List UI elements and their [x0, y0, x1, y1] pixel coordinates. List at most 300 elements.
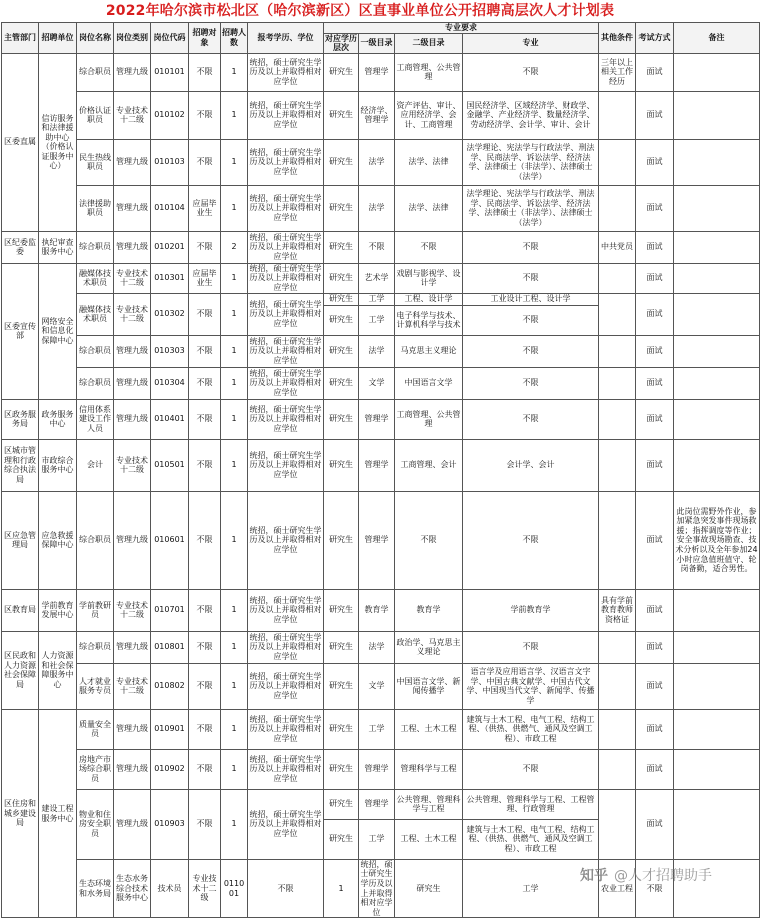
major-cell: 学前教育学: [463, 589, 599, 631]
d1-cell: 管理学: [359, 749, 395, 789]
exam-cell: 面试: [636, 293, 674, 335]
cat-cell: 管理九级: [114, 491, 151, 589]
other-cell: [599, 439, 636, 491]
edu-cell: 统招，硕士研究生学历及以上并取得相对应学位: [248, 91, 324, 139]
num-cell: 1: [221, 749, 248, 789]
note-cell: [674, 589, 760, 631]
post-cell: 融媒体技术职员: [77, 263, 114, 293]
exam-cell: 面试: [636, 663, 674, 709]
cat-cell: 管理九级: [114, 231, 151, 263]
edu-cell: 统招，硕士研究生学历及以上并取得相对应学位: [248, 185, 324, 231]
d2-cell: 马克思主义理论: [395, 335, 463, 367]
exam-cell: 面试: [636, 399, 674, 439]
edu-cell: 统招，硕士研究生学历及以上并取得相对应学位: [248, 491, 324, 589]
code-cell: 010902: [151, 749, 189, 789]
code-cell: 010901: [151, 709, 189, 749]
major-cell: 不限: [463, 335, 599, 367]
note-cell: [674, 293, 760, 335]
d1-cell: 管理学: [359, 789, 395, 819]
lvl-cell: 研究生: [324, 185, 359, 231]
dept-cell: 区住房和城乡建设局: [2, 709, 39, 918]
num-cell: 1: [221, 91, 248, 139]
d1-cell: 教育学: [359, 589, 395, 631]
d1-cell: 法学: [359, 631, 395, 663]
edu-cell: 统招，硕士研究生学历及以上并取得相对应学位: [248, 589, 324, 631]
dept-cell: 生态环境和水务局: [77, 859, 114, 918]
target-cell: 不限: [189, 335, 221, 367]
header-cell: 招聘单位: [39, 23, 77, 54]
lvl-cell: 研究生: [324, 749, 359, 789]
cat-cell: 专业技术十二级: [114, 293, 151, 335]
other-cell: [599, 663, 636, 709]
target-cell: 不限: [189, 139, 221, 185]
d2-cell: 管理科学与工程: [395, 749, 463, 789]
header-cell: 考试方式: [636, 23, 674, 54]
lvl-cell: 研究生: [324, 367, 359, 399]
post-cell: 综合职员: [77, 53, 114, 91]
num-cell: 1: [221, 53, 248, 91]
note-cell: [674, 335, 760, 367]
other-cell: [599, 631, 636, 663]
d2-cell: 戏剧与影视学、设计学: [395, 263, 463, 293]
other-cell: 具有学前教育教师资格证: [599, 589, 636, 631]
lvl-cell: 研究生: [324, 399, 359, 439]
note-cell: [674, 139, 760, 185]
exam-cell: 面试: [636, 263, 674, 293]
d2-cell: 工商管理、公共管理: [395, 399, 463, 439]
d1-cell: 文学: [359, 663, 395, 709]
num-cell: 1: [221, 293, 248, 335]
lvl-cell: 研究生: [324, 631, 359, 663]
unit-cell: 执纪审查服务中心: [39, 231, 77, 263]
cat-cell: 管理九级: [114, 789, 151, 859]
other-cell: [599, 139, 636, 185]
exam-cell: 面试: [636, 367, 674, 399]
code-cell: 010201: [151, 231, 189, 263]
watermark-text: @人才招聘助手: [614, 868, 712, 884]
target-cell: 不限: [189, 589, 221, 631]
edu-cell: 统招，硕士研究生学历及以上并取得相对应学位: [248, 231, 324, 263]
other-cell: 三年以上相关工作经历: [599, 53, 636, 91]
d1-cell: 管理学: [359, 439, 395, 491]
d1-cell: 法学: [359, 185, 395, 231]
post-cell: 融媒体技术职员: [77, 293, 114, 335]
header-cell: 备注: [674, 23, 760, 54]
dept-cell: 区教育局: [2, 589, 39, 631]
other-cell: [599, 91, 636, 139]
d1-cell: 工学: [359, 819, 395, 859]
code-cell: 010701: [151, 589, 189, 631]
note-cell: [674, 185, 760, 231]
d1-cell: 管理学: [359, 399, 395, 439]
exam-cell: 面试: [636, 91, 674, 139]
post-cell: 房地产市场综合职员: [77, 749, 114, 789]
major-cell: 会计学、会计: [463, 439, 599, 491]
dept-cell: 区应急管理局: [2, 491, 39, 589]
major-cell: 法学理论、宪法学与行政法学、刑法学、民商法学、诉讼法学、经济法学、法律硕士（非法学）、法律硕士（法学）: [463, 139, 599, 185]
note-cell: [674, 439, 760, 491]
target-cell: 不限: [189, 709, 221, 749]
major-cell: 公共管理、管理科学与工程、工程管理、行政管理: [463, 789, 599, 819]
unit-cell: 学前教育发展中心: [39, 589, 77, 631]
code-cell: 010302: [151, 293, 189, 335]
d1-cell: 经济学、管理学: [359, 91, 395, 139]
num-cell: 1: [221, 789, 248, 859]
d2-cell: 工商管理、公共管理: [395, 53, 463, 91]
code-cell: 010401: [151, 399, 189, 439]
cat-cell: 管理九级: [114, 367, 151, 399]
edu-cell: 统招，硕士研究生学历及以上并取得相对应学位: [248, 53, 324, 91]
header-cell: 岗位代码: [151, 23, 189, 54]
header-cell: 专业要求: [324, 23, 599, 34]
d1-cell: 管理学: [359, 53, 395, 91]
target-cell: 不限: [189, 749, 221, 789]
edu-cell: 统招，硕士研究生学历及以上并取得相对应学位: [248, 139, 324, 185]
d1-cell: 法学: [359, 139, 395, 185]
lvl-cell: 研究生: [324, 293, 359, 305]
cat-cell: 管理九级: [114, 709, 151, 749]
d1-cell: 文学: [359, 367, 395, 399]
num-cell: 1: [221, 399, 248, 439]
lvl-cell: 研究生: [324, 53, 359, 91]
post-cell: 质量安全员: [77, 709, 114, 749]
unit-cell: 人力资源和社会保障服务中心: [39, 631, 77, 709]
exam-cell: 面试: [636, 631, 674, 663]
edu-cell: 统招，硕士研究生学历及以上并取得相对应学位: [248, 293, 324, 335]
d2-cell: 法学、法律: [395, 185, 463, 231]
code-cell: 010303: [151, 335, 189, 367]
edu-cell: 统招，硕士研究生学历及以上并取得相对应学位: [248, 399, 324, 439]
dept-cell: 区委直属: [2, 53, 39, 231]
other-cell: [599, 367, 636, 399]
cat-cell: 管理九级: [114, 749, 151, 789]
post-cell: 法律援助职员: [77, 185, 114, 231]
code-cell: 010104: [151, 185, 189, 231]
post-cell: 综合职员: [77, 631, 114, 663]
code-cell: 010903: [151, 789, 189, 859]
post-cell: 民生热线职员: [77, 139, 114, 185]
code-cell: 010601: [151, 491, 189, 589]
table-row: [2, 293, 760, 305]
code-cell: 010301: [151, 263, 189, 293]
d2-cell: 中国语言文学: [395, 367, 463, 399]
note-cell: [674, 53, 760, 91]
lvl-cell: 研究生: [324, 263, 359, 293]
table-row: [2, 399, 760, 439]
major-cell: 建筑与土木工程、电气工程、结构工程、（供热、供燃气、通风及空调工程）、市政工程: [463, 709, 599, 749]
header-cell: 主管部门: [2, 23, 39, 54]
num-cell: 1: [221, 589, 248, 631]
unit-cell: 生态水务综合技术服务中心: [114, 859, 151, 918]
target-cell: 不限: [189, 231, 221, 263]
lvl-cell: 研究生: [324, 709, 359, 749]
d1-cell: 不限: [359, 231, 395, 263]
target-cell: 不限: [189, 663, 221, 709]
target-cell: 不限: [189, 53, 221, 91]
exam-cell: 面试: [636, 231, 674, 263]
unit-cell: 网络安全和信息化保障中心: [39, 263, 77, 399]
num-cell: 1: [221, 367, 248, 399]
table-row: [2, 491, 760, 589]
major-cell: 不限: [463, 263, 599, 293]
other-cell: [599, 335, 636, 367]
unit-cell: 应急救援保障中心: [39, 491, 77, 589]
edu-cell: 统招，硕士研究生学历及以上并取得相对应学位: [360, 859, 393, 917]
header-cell: 报考学历、学位: [248, 23, 324, 54]
d2-cell: 教育学: [395, 589, 463, 631]
table-row: [2, 367, 760, 399]
code-cell: 010802: [151, 663, 189, 709]
edu-cell: 统招，硕士研究生学历及以上并取得相对应学位: [248, 789, 324, 859]
other-cell: [599, 399, 636, 439]
num-cell: 1: [221, 139, 248, 185]
dept-cell: 区民政和人力资源社会保障局: [2, 631, 39, 709]
d1-cell: 工学: [463, 859, 599, 918]
num-cell: 1: [324, 859, 359, 918]
d2-cell: 法学、法律: [395, 139, 463, 185]
unit-cell: 信访服务和法律援助中心（价格认证服务中心）: [39, 53, 77, 231]
lvl-cell: 研究生: [324, 139, 359, 185]
num-cell: 1: [221, 263, 248, 293]
cat-cell: 专业技术十二级: [114, 663, 151, 709]
other-cell: [599, 293, 636, 335]
num-cell: 1: [221, 335, 248, 367]
num-cell: 2: [221, 231, 248, 263]
other-cell: [599, 709, 636, 749]
post-cell: 综合职员: [77, 491, 114, 589]
dept-cell: 区城市管理和行政综合执法局: [2, 439, 39, 491]
lvl-cell: 研究生: [324, 305, 359, 335]
code-cell: 010103: [151, 139, 189, 185]
post-cell: 综合职员: [77, 367, 114, 399]
d2-cell: 农业工程: [599, 859, 636, 918]
exam-cell: 面试: [636, 53, 674, 91]
cat-cell: 专业技术十二级: [114, 263, 151, 293]
major-cell: 语言学及应用语言学、汉语言文字学、中国古典文献学、中国古代文学、中国现当代文学、新闻学、传播学: [463, 663, 599, 709]
edu-cell: 统招，硕士研究生学历及以上并取得相对应学位: [248, 439, 324, 491]
num-cell: 1: [221, 709, 248, 749]
target-cell: 应届毕业生: [189, 263, 221, 293]
lvl-cell: 研究生: [324, 231, 359, 263]
lvl-cell: 研究生: [395, 859, 463, 918]
d1-cell: 艺术学: [359, 263, 395, 293]
num-cell: 1: [221, 631, 248, 663]
target-cell: 不限: [189, 91, 221, 139]
target-cell: 不限: [189, 439, 221, 491]
lvl-cell: 研究生: [324, 663, 359, 709]
note-cell: [674, 231, 760, 263]
code-cell: 010304: [151, 367, 189, 399]
watermark: [580, 865, 712, 885]
d2-cell: 中国语言文学、新闻传播学: [395, 663, 463, 709]
table-row: [2, 335, 760, 367]
target-cell: 不限: [189, 293, 221, 335]
cat-cell: 专业技术十二级: [114, 91, 151, 139]
table-row: [2, 789, 760, 819]
num-cell: 1: [221, 439, 248, 491]
d2-cell: 工程、设计学: [395, 293, 463, 305]
header-cell: 对应学历层次: [325, 33, 357, 53]
cat-cell: 管理九级: [114, 185, 151, 231]
edu-cell: 统招，硕士研究生学历及以上并取得相对应学位: [248, 367, 324, 399]
other-cell: 中共党员: [599, 231, 636, 263]
dept-cell: 区纪委监委: [2, 231, 39, 263]
edu-cell: 统招，硕士研究生学历及以上并取得相对应学位: [248, 749, 324, 789]
cat-cell: 专业技术十二级: [114, 589, 151, 631]
major-cell: 不限: [463, 367, 599, 399]
exam-cell: 面试: [636, 139, 674, 185]
post-cell: 综合职员: [77, 231, 114, 263]
cat-cell: 专业技术十二级: [114, 439, 151, 491]
post-cell: 综合职员: [77, 335, 114, 367]
target-cell: 不限: [189, 789, 221, 859]
unit-cell: 市政综合服务中心: [39, 439, 77, 491]
post-cell: 信用体系建设工作人员: [77, 399, 114, 439]
d2-cell: 工商管理、会计: [395, 439, 463, 491]
header-cell: 二级目录: [395, 33, 463, 53]
lvl-cell: 研究生: [324, 819, 359, 859]
unit-cell: 建设工程服务中心: [39, 709, 77, 918]
header-cell: 其他条件: [599, 23, 636, 54]
major-cell: 不限: [636, 859, 674, 918]
table-row: [2, 663, 760, 709]
major-cell: 不限: [463, 631, 599, 663]
target-cell: 不限: [189, 631, 221, 663]
d2-cell: 政治学、马克思主义理论: [395, 631, 463, 663]
dept-cell: 区政务服务局: [2, 399, 39, 439]
lvl-cell: 研究生: [324, 789, 359, 819]
lvl-cell: 研究生: [324, 589, 359, 631]
code-cell: 010101: [151, 53, 189, 91]
note-cell: 此岗位需野外作业，参加紧急突发事件现场救援；指挥调度等作业；安全事故现场勘查、技术分析以及全年参加24小时应急值班值守、轮岗备勤，适合男性。: [674, 491, 760, 589]
exam-cell: 面试: [636, 589, 674, 631]
edu-cell: 统招，硕士研究生学历及以上并取得相对应学位: [248, 335, 324, 367]
cat-cell: 管理九级: [114, 335, 151, 367]
other-cell: [599, 185, 636, 231]
d2-cell: 不限: [395, 231, 463, 263]
table-row: [2, 185, 760, 231]
post-cell: 会计: [77, 439, 114, 491]
target-cell: 不限: [189, 491, 221, 589]
exam-cell: 面试: [636, 709, 674, 749]
note-cell: [674, 367, 760, 399]
exam-cell: 面试: [636, 491, 674, 589]
post-cell: 价格认证职员: [77, 91, 114, 139]
cat-cell: 专业技术十二级: [189, 859, 221, 918]
note-cell: [674, 749, 760, 789]
edu-cell: 统招，硕士研究生学历及以上并取得相对应学位: [248, 631, 324, 663]
other-cell: [599, 789, 636, 859]
other-cell: [599, 491, 636, 589]
exam-cell: 面试: [636, 335, 674, 367]
num-cell: 1: [221, 663, 248, 709]
code-cell: 011001: [221, 859, 248, 918]
lvl-cell: 研究生: [324, 439, 359, 491]
table-row: [2, 139, 760, 185]
table-row: [2, 709, 760, 749]
code-cell: 010501: [151, 439, 189, 491]
major-cell: 国民经济学、区域经济学、财政学、金融学、产业经济学、数量经济学、劳动经济学、会计学、审计、会计: [463, 91, 599, 139]
table-row: [2, 439, 760, 491]
note-cell: [674, 663, 760, 709]
post-cell: 技术员: [151, 859, 189, 918]
table-row: [2, 231, 760, 263]
cat-cell: 管理九级: [114, 53, 151, 91]
note-cell: [674, 789, 760, 859]
table-row: [2, 749, 760, 789]
header-cell: 招聘人数: [221, 23, 248, 54]
exam-cell: 面试: [636, 749, 674, 789]
exam-cell: 面试: [636, 789, 674, 859]
d1-cell: 工学: [359, 293, 395, 305]
note-cell: [674, 399, 760, 439]
edu-cell: 统招，硕士研究生学历及以上并取得相对应学位: [248, 663, 324, 709]
table-row: [2, 589, 760, 631]
cat-cell: 管理九级: [114, 631, 151, 663]
d2-cell: 不限: [395, 491, 463, 589]
major-cell: 不限: [463, 231, 599, 263]
other-cell: [599, 749, 636, 789]
other-cell: [599, 263, 636, 293]
header-cell: 一级目录: [359, 33, 395, 53]
major-cell: 建筑与土木工程、电气工程、结构工程、（供热、供燃气、通风及空调工程）、市政工程: [463, 819, 599, 859]
header-cell: 专业: [463, 33, 599, 53]
target-cell: 不限: [248, 859, 324, 918]
lvl-cell: 研究生: [324, 91, 359, 139]
table-row: [2, 53, 760, 91]
table-row: [2, 91, 760, 139]
note-cell: [674, 263, 760, 293]
note-cell: [674, 91, 760, 139]
note-cell: [674, 631, 760, 663]
table-row: [2, 631, 760, 663]
d2-cell: 工程、土木工程: [395, 819, 463, 859]
header-cell: 岗位名称: [77, 23, 114, 54]
major-cell: 不限: [463, 491, 599, 589]
header-cell: 岗位类别: [114, 23, 151, 54]
major-cell: 不限: [463, 53, 599, 91]
cat-cell: 管理九级: [114, 399, 151, 439]
zhihu-logo: 知乎: [580, 868, 608, 884]
code-cell: 010102: [151, 91, 189, 139]
lvl-cell: 研究生: [324, 491, 359, 589]
d1-cell: 管理学: [359, 491, 395, 589]
lvl-cell: 研究生: [324, 335, 359, 367]
major-cell: 不限: [463, 749, 599, 789]
exam-cell: 面试: [636, 439, 674, 491]
num-cell: 1: [221, 491, 248, 589]
note-cell: [674, 709, 760, 749]
header-cell: 招聘对象: [189, 23, 221, 54]
d2-cell: 电子科学与技术、计算机科学与技术: [395, 305, 463, 335]
table-row: [2, 263, 760, 293]
d2-cell: 工程、土木工程: [395, 709, 463, 749]
post-cell: 人才就业服务专员: [77, 663, 114, 709]
target-cell: 不限: [189, 399, 221, 439]
cat-cell: 管理九级: [114, 139, 151, 185]
post-cell: 学前教研员: [77, 589, 114, 631]
major-cell: 法学理论、宪法学与行政法学、刑法学、民商法学、诉讼法学、经济法学、法律硕士（非法学）、法律硕士（法学）: [463, 185, 599, 231]
unit-cell: 政务服务中心: [39, 399, 77, 439]
edu-cell: 统招，硕士研究生学历及以上并取得相对应学位: [248, 709, 324, 749]
edu-cell: 统招，硕士研究生学历及以上并取得相对应学位: [249, 263, 322, 293]
post-cell: 物业和住房安全职员: [77, 789, 114, 859]
exam-cell: 面试: [636, 185, 674, 231]
page-title: 2022年哈尔滨市松北区（哈尔滨新区）区直事业单位公开招聘高层次人才计划表: [105, 3, 615, 19]
target-cell: 不限: [189, 367, 221, 399]
dept-cell: 区委宣传部: [2, 263, 39, 399]
major-cell: 不限: [463, 399, 599, 439]
